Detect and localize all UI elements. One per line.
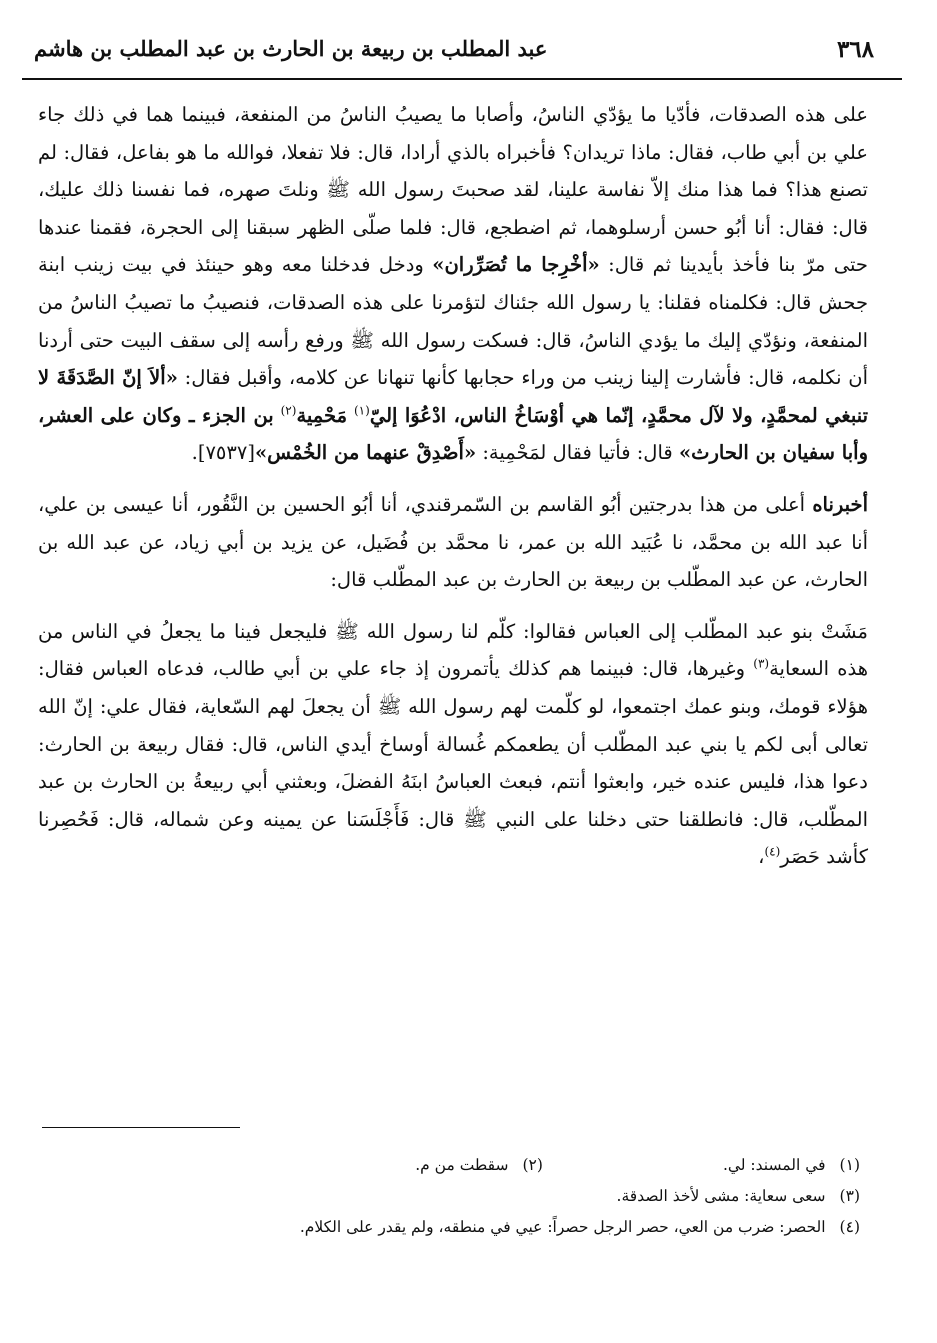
running-title: عبد المطلب بن ربيعة بن الحارث بن عبد المطلب بن هاشم: [34, 36, 548, 61]
footnote-ref-2[interactable]: (٢): [280, 403, 297, 418]
footnote-text: في المسند: لي.: [722, 1156, 826, 1174]
footnote-1: [723, 1150, 860, 1181]
footnote-text: سعى سعاية: مشى لأخذ الصدقة.: [616, 1187, 826, 1205]
footnote-3: [617, 1181, 860, 1212]
footnote-row: [80, 1181, 860, 1212]
footnote-2: [415, 1150, 543, 1181]
text-run: ودخل فدخلنا معه وهو حينئذ في بيت زينب ابنة جحش قال: فكلمناه فقلنا: يا رسول الله جئناك لتؤمرنا على هذه الصدقات، فنصيبُ ما تصيبُ الناسُ من المنفعة، ونؤدّي إليك ما يؤدي الناسُ، قال: فسكت رسول الله ﷺ ورفع رأسه إلى سقف البيت حتى أردنا أن نكلمه، قال: فأشارت إلينا زينب من وراء حجابها كأنها تنهانا عن كلامه، وأقبل فقال:: [38, 253, 869, 390]
footnote-number: (٤): [839, 1218, 860, 1236]
footnote-4: [300, 1212, 860, 1243]
footnote-row: [80, 1150, 860, 1181]
hadith-quote: بن الجزء ـ وكان على العشر، وأبا سفيان بن الحارث»: [38, 403, 868, 465]
text-run: وغيرها، قال: فبينما هم كذلك يأتمرون إذ جاء علي بن أبي طالب، فدعاه العباس فقال: هؤلاء قومك، وبنو عمك اجتمعوا، لو كلّمت لهم رسول الله ﷺ أن يجعلَ لهم السّعاية، فقال علي: إنّ الله تعالى أبى لكم يا بني عبد المطّلب أن يطعمكم غُسالة أوساخ أيدي الناس، قال: فقال ربيعة بن الحارث: دعوا هذا، فليس عنده خير، وابعثوا أنتم، فبعث العباسُ ابنَهُ الفضلَ، وبعثني أبي ربيعةُ بن الحارث بن عبد المطّلب، قال: فانطلقنا حتى دخلنا على النبي ﷺ قال: فَأَجْلَسَنا عن يمينه وعن شماله، قال: فَحُصِرنا كأشد حَصَر: [38, 657, 868, 869]
footnote-ref-4[interactable]: (٤): [764, 844, 781, 859]
paragraph-3: [38, 613, 868, 876]
paragraph-1: [38, 96, 868, 472]
text-run: ،: [758, 845, 765, 869]
footnote-row: [80, 1212, 860, 1243]
text-run: على هذه الصدقات، فأدّيا ما يؤدّي الناسُ، وأصابا ما يصيبُ الناسُ من المنفعة، فبينما هما في ذلك جاء علي بن أبي طاب، فقال: ماذا تريدان؟ فأخبراه بالذي أرادا، قال: فلا تفعلا، فوالله ما هو بفاعل، فقال: لم تصنع هذا؟ فما هذا منك إلاّ نفاسة علينا، لقد صحبتَ رسول الله ﷺ ونلتَ صهره، فما نفسنا ذلك عليك، قال: فقال: أنا أبُو حسن أرسلوهما، ثم اضطجع، قال: فلما صلّى الظهر سبقنا إلى الحجرة، فقمنا عندها حتى مرّ بنا فأخذ بأيدينا ثم قال:: [38, 103, 868, 277]
footnote-number: (١): [839, 1156, 860, 1174]
paragraph-2: [38, 486, 868, 599]
footnote-text: سقطت من م.: [415, 1156, 509, 1174]
footnote-text: الحصر: ضرب من العي، حصر الرجل حصراً: عيي في منطقه، ولم يقدر على الكلام.: [299, 1218, 826, 1236]
text-run: قال: فأتيا فقال لمَحْمِية:: [482, 441, 673, 465]
footnote-divider: [42, 1127, 240, 1128]
text-run: أعلى من هذا بدرجتين أبُو القاسم بن السّمرقندي، أنا أبُو الحسين بن النَّقُور، أنا عيسى بن علي، أنا عبد الله بن محمَّد، نا عُبَيد الله بن عمر، نا محمَّد بن فُضَيل، عن يزيد بن أبي زياد، عن عبد الله بن الحارث، عن عبد المطّلب بن ربيعة بن الحارث بن عبد المطّلب قال:: [38, 492, 868, 592]
running-header: [22, 30, 902, 80]
isnad-lead: أخبرناه: [812, 492, 869, 516]
hadith-reference: [٧٥٣٧].: [191, 441, 255, 465]
main-text: [38, 96, 868, 876]
footnote-number: (٢): [522, 1156, 543, 1174]
hadith-quote: «أَصْدِقْ عنهما من الخُمْس»: [254, 441, 477, 465]
page-number: ٣٦٨: [836, 36, 874, 63]
hadith-quote: «أخْرِجا ما تُصَرِّران»: [432, 253, 600, 277]
footnote-ref-3[interactable]: (٣): [753, 656, 770, 671]
text-run: مَشَتْ بنو عبد المطّلب إلى العباس فقالوا: كلّم لنا رسول الله ﷺ فليجعل فينا ما يجعلُ في الناس من هذه السعاية: [38, 619, 869, 681]
footnote-ref-1[interactable]: (١): [353, 403, 370, 418]
footnote-number: (٣): [839, 1187, 860, 1205]
hadith-quote: «ألاَ إنّ الصَّدَقَةَ لا تنبغي لمحمَّدٍ، ولا لآل محمَّدٍ، إنّما هي أوْسَاخُ الناس، ادْعُوَا إليّ: [38, 366, 869, 427]
footnotes: [80, 1150, 860, 1243]
hadith-quote: مَحْمِية: [296, 403, 348, 427]
